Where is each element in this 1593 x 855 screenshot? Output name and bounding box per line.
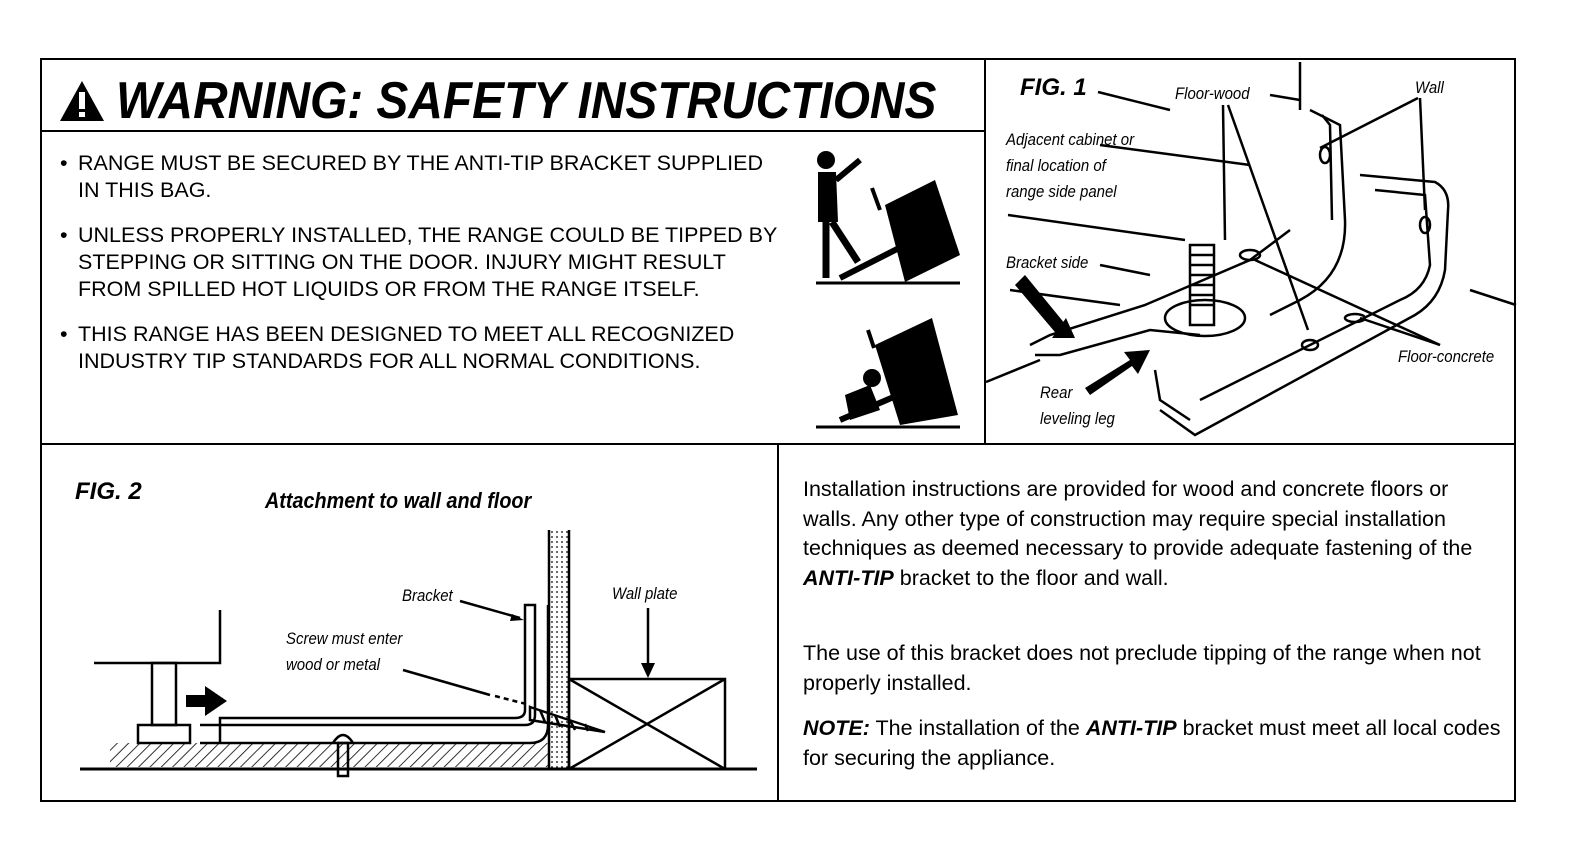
floor-wood-label: Floor-wood — [1175, 84, 1250, 103]
wall-plate-label: Wall plate — [612, 584, 678, 603]
wall-label: Wall — [1415, 78, 1444, 97]
rear-leg-label-1: Rear — [1040, 383, 1073, 402]
screw-note-1: Screw must enter — [286, 629, 403, 648]
fig1-label: FIG. 1 — [1020, 74, 1087, 101]
fig2-label: FIG. 2 — [75, 478, 142, 505]
bracket-side-label: Bracket side — [1006, 253, 1089, 272]
warning-title: WARNING: SAFETY INSTRUCTIONS — [116, 72, 937, 130]
warning-triangle-icon — [58, 79, 106, 123]
warning-bullets — [60, 150, 790, 393]
instructions-paragraph-2: The use of this bracket does not preclude tipping of the range when not properly installed. — [803, 641, 1481, 695]
list-item: • UNLESS PROPERLY INSTALLED, THE RANGE COULD BE TIPPED BY STEPPING OR SITTING ON THE DOOR. INJURY MIGHT RESULT FROM SPILLED HOT LIQUIDS OR FROM THE RANGE ITSELF. — [60, 223, 777, 301]
fig2-divider — [777, 444, 779, 802]
adjacent-cabinet-label-2: final location of — [1006, 156, 1106, 175]
warning-header — [58, 70, 1008, 132]
rear-leg-label-2: leveling leg — [1040, 409, 1115, 428]
list-item: • RANGE MUST BE SECURED BY THE ANTI-TIP BRACKET SUPPLIED IN THIS BAG. — [60, 151, 763, 202]
adjacent-cabinet-label-3: range side panel — [1006, 182, 1117, 201]
list-item: • THIS RANGE HAS BEEN DESIGNED TO MEET ALL RECOGNIZED INDUSTRY TIP STANDARDS FOR ALL NORMAL CONDITIONS. — [60, 322, 735, 373]
floor-concrete-label: Floor-concrete — [1398, 347, 1495, 366]
bracket-label: Bracket — [402, 586, 453, 605]
fig2-caption: Attachment to wall and floor — [265, 488, 532, 513]
adjacent-cabinet-label-1: Adjacent cabinet or — [1006, 130, 1135, 149]
middle-divider — [42, 443, 1516, 445]
instructions-note: NOTE: The installation of the ANTI-TIP bracket must meet all local codes for securing the appliance. — [803, 716, 1501, 770]
screw-note-2: wood or metal — [286, 655, 380, 674]
instructions-paragraph-1: Installation instructions are provided for wood and concrete floors or walls. Any other type of construction may require special installation techniques as deemed necessary to provide adequate fastening of the ANTI-TIP bracket to the floor and wall. — [803, 477, 1473, 590]
